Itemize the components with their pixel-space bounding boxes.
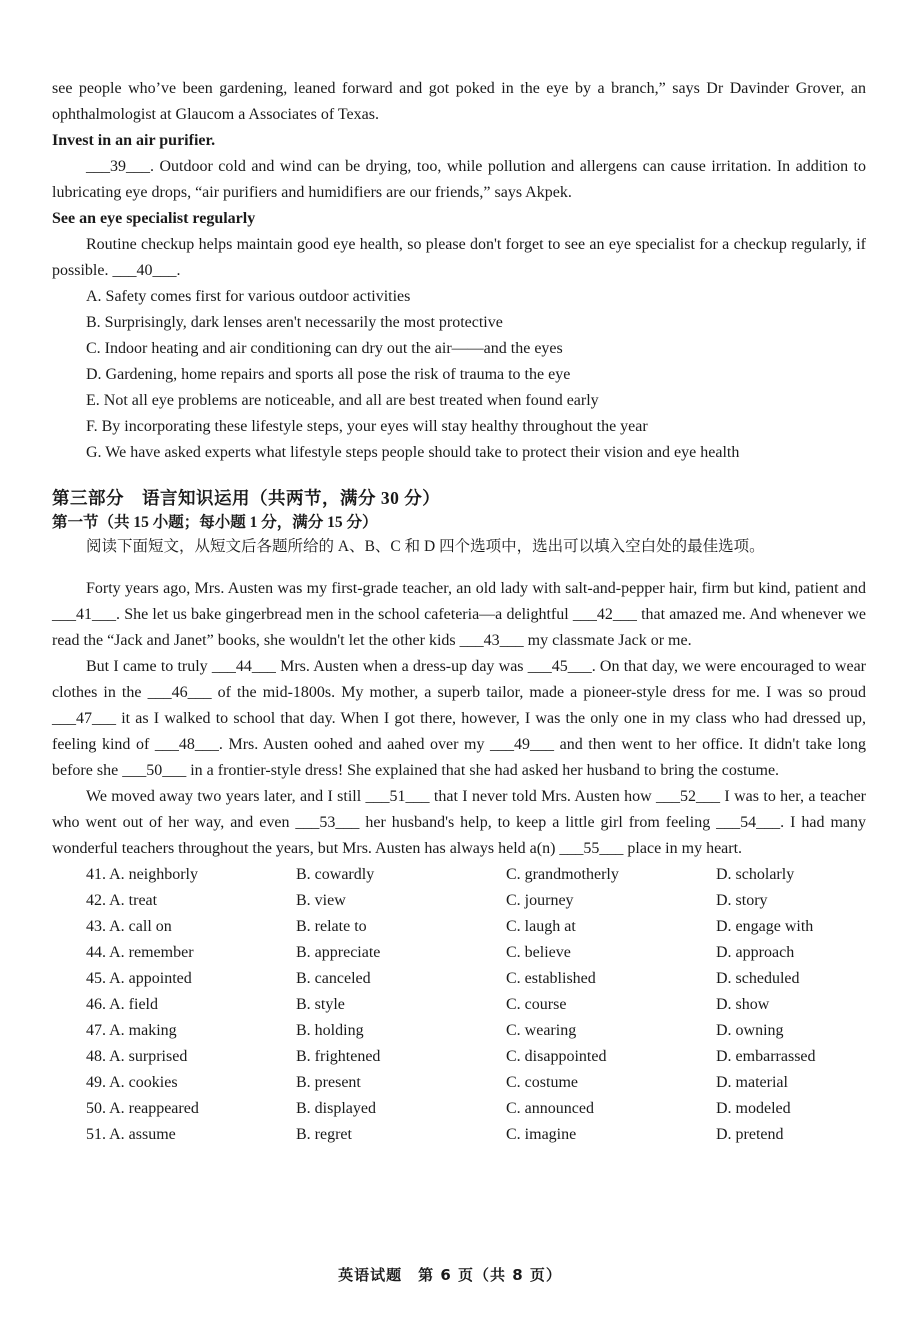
section-title: 第三部分 语言知识运用（共两节，满分 30 分） [52, 488, 441, 508]
question-row: 45. A. appointed B. canceled C. established D. scheduled [86, 970, 800, 987]
question-row: 50. A. reappeared B. displayed C. announced D. modeled [86, 1100, 791, 1117]
blank-40: ___40___ [112, 262, 177, 279]
option-item: C. Indoor heating and air conditioning can dry out the air——and the eyes [86, 340, 563, 357]
option-item: D. Gardening, home repairs and sports all pose the risk of trauma to the eye [86, 366, 571, 383]
question-row: 51. A. assume B. regret C. imagine D. pretend [86, 1126, 784, 1143]
question-row: 49. A. cookies B. present C. costume D. material [86, 1074, 788, 1091]
option-item: E. Not all eye problems are noticeable, and all are best treated when found early [86, 392, 599, 409]
option-item: A. Safety comes first for various outdoor activities [86, 288, 411, 305]
cloze-paragraph: But I came to truly ___44___ Mrs. Austen when a dress-up day was ___45___. On that day, we were encouraged to wear clothes in the ___46___ of the mid-1800s. My mother, a superb tailor, made a pioneer-style dress for me. I was so proud ___47___ it as I walked to school that day. When I got there, however, I was the only one in my class who had dressed up, feeling kind of ___48___. Mrs. Austen oohed and aahed over my ___49___ and then went to her office. It didn't take long before she ___50___ in a frontier-style dress! She explained that she had asked her husband to bring the costume. [52, 658, 866, 779]
passage-paragraph: see people who’ve been gardening, leaned forward and got poked in the eye by a branch,” says Dr Davinder Grover, an ophthalmologist at Glaucom a Associates of Texas. [52, 80, 866, 123]
exam-page [52, 76, 866, 1148]
option-item: F. By incorporating these lifestyle steps, your eyes will stay healthy throughout the year [86, 418, 648, 435]
question-row: 42. A. treat B. view C. journey D. story [86, 892, 768, 909]
passage-paragraph: Routine checkup helps maintain good eye health, so please don't forget to see an eye specialist for a checkup regularly, if possible. ___40___. [52, 236, 866, 279]
section-subtitle: 第一节（共 15 小题；每小题 1 分，满分 15 分） [52, 514, 378, 531]
cloze-paragraph: We moved away two years later, and I still ___51___ that I never told Mrs. Austen how ___52___ I was to her, a teacher who went out of her way, and even ___53___ her husband's help, to keep a little girl from feeling ___54___. I had many wonderful teachers throughout the years, but Mrs. Austen has always held a(n) ___55___ place in my heart. [52, 788, 866, 857]
option-list [52, 284, 866, 466]
question-row: 46. A. field B. style C. course D. show [86, 996, 770, 1013]
cloze-paragraph: Forty years ago, Mrs. Austen was my first-grade teacher, an old lady with salt-and-pepper hair, firm but kind, patient and ___41___. She let us bake gingerbread men in the school cafeteria—a delightful ___42___ that amazed me. And whenever we read the “Jack and Janet” books, she wouldn't let the other kids ___43___ my classmate Jack or me. [52, 580, 866, 649]
question-list [52, 862, 866, 1148]
option-item: G. We have asked experts what lifestyle steps people should take to protect their vision and eye health [86, 444, 740, 461]
question-row: 41. A. neighborly B. cowardly C. grandmotherly D. scholarly [86, 866, 795, 883]
question-row: 47. A. making B. holding C. wearing D. owning [86, 1022, 784, 1039]
option-item: B. Surprisingly, dark lenses aren't necessarily the most protective [86, 314, 503, 331]
heading-eye-specialist: See an eye specialist regularly [52, 210, 256, 227]
page-footer: 英语试题 第 6 页（共 8 页） [338, 1266, 562, 1284]
heading-air-purifier: Invest in an air purifier. [52, 132, 216, 149]
question-row: 44. A. remember B. appreciate C. believe D. approach [86, 944, 795, 961]
passage-paragraph: ___39___. Outdoor cold and wind can be drying, too, while pollution and allergens can cause irritation. In addition to lubricating eye drops, “air purifiers and humidifiers are our friends,” says Akpek. [52, 158, 866, 201]
blank-39: ___39___ [86, 158, 150, 175]
section-instruction: 阅读下面短文，从短文后各题所给的 A、B、C 和 D 四个选项中，选出可以填入空白处的最佳选项。 [86, 538, 765, 555]
question-row: 43. A. call on B. relate to C. laugh at D. engage with [86, 918, 814, 935]
question-row: 48. A. surprised B. frightened C. disappointed D. embarrassed [86, 1048, 816, 1065]
